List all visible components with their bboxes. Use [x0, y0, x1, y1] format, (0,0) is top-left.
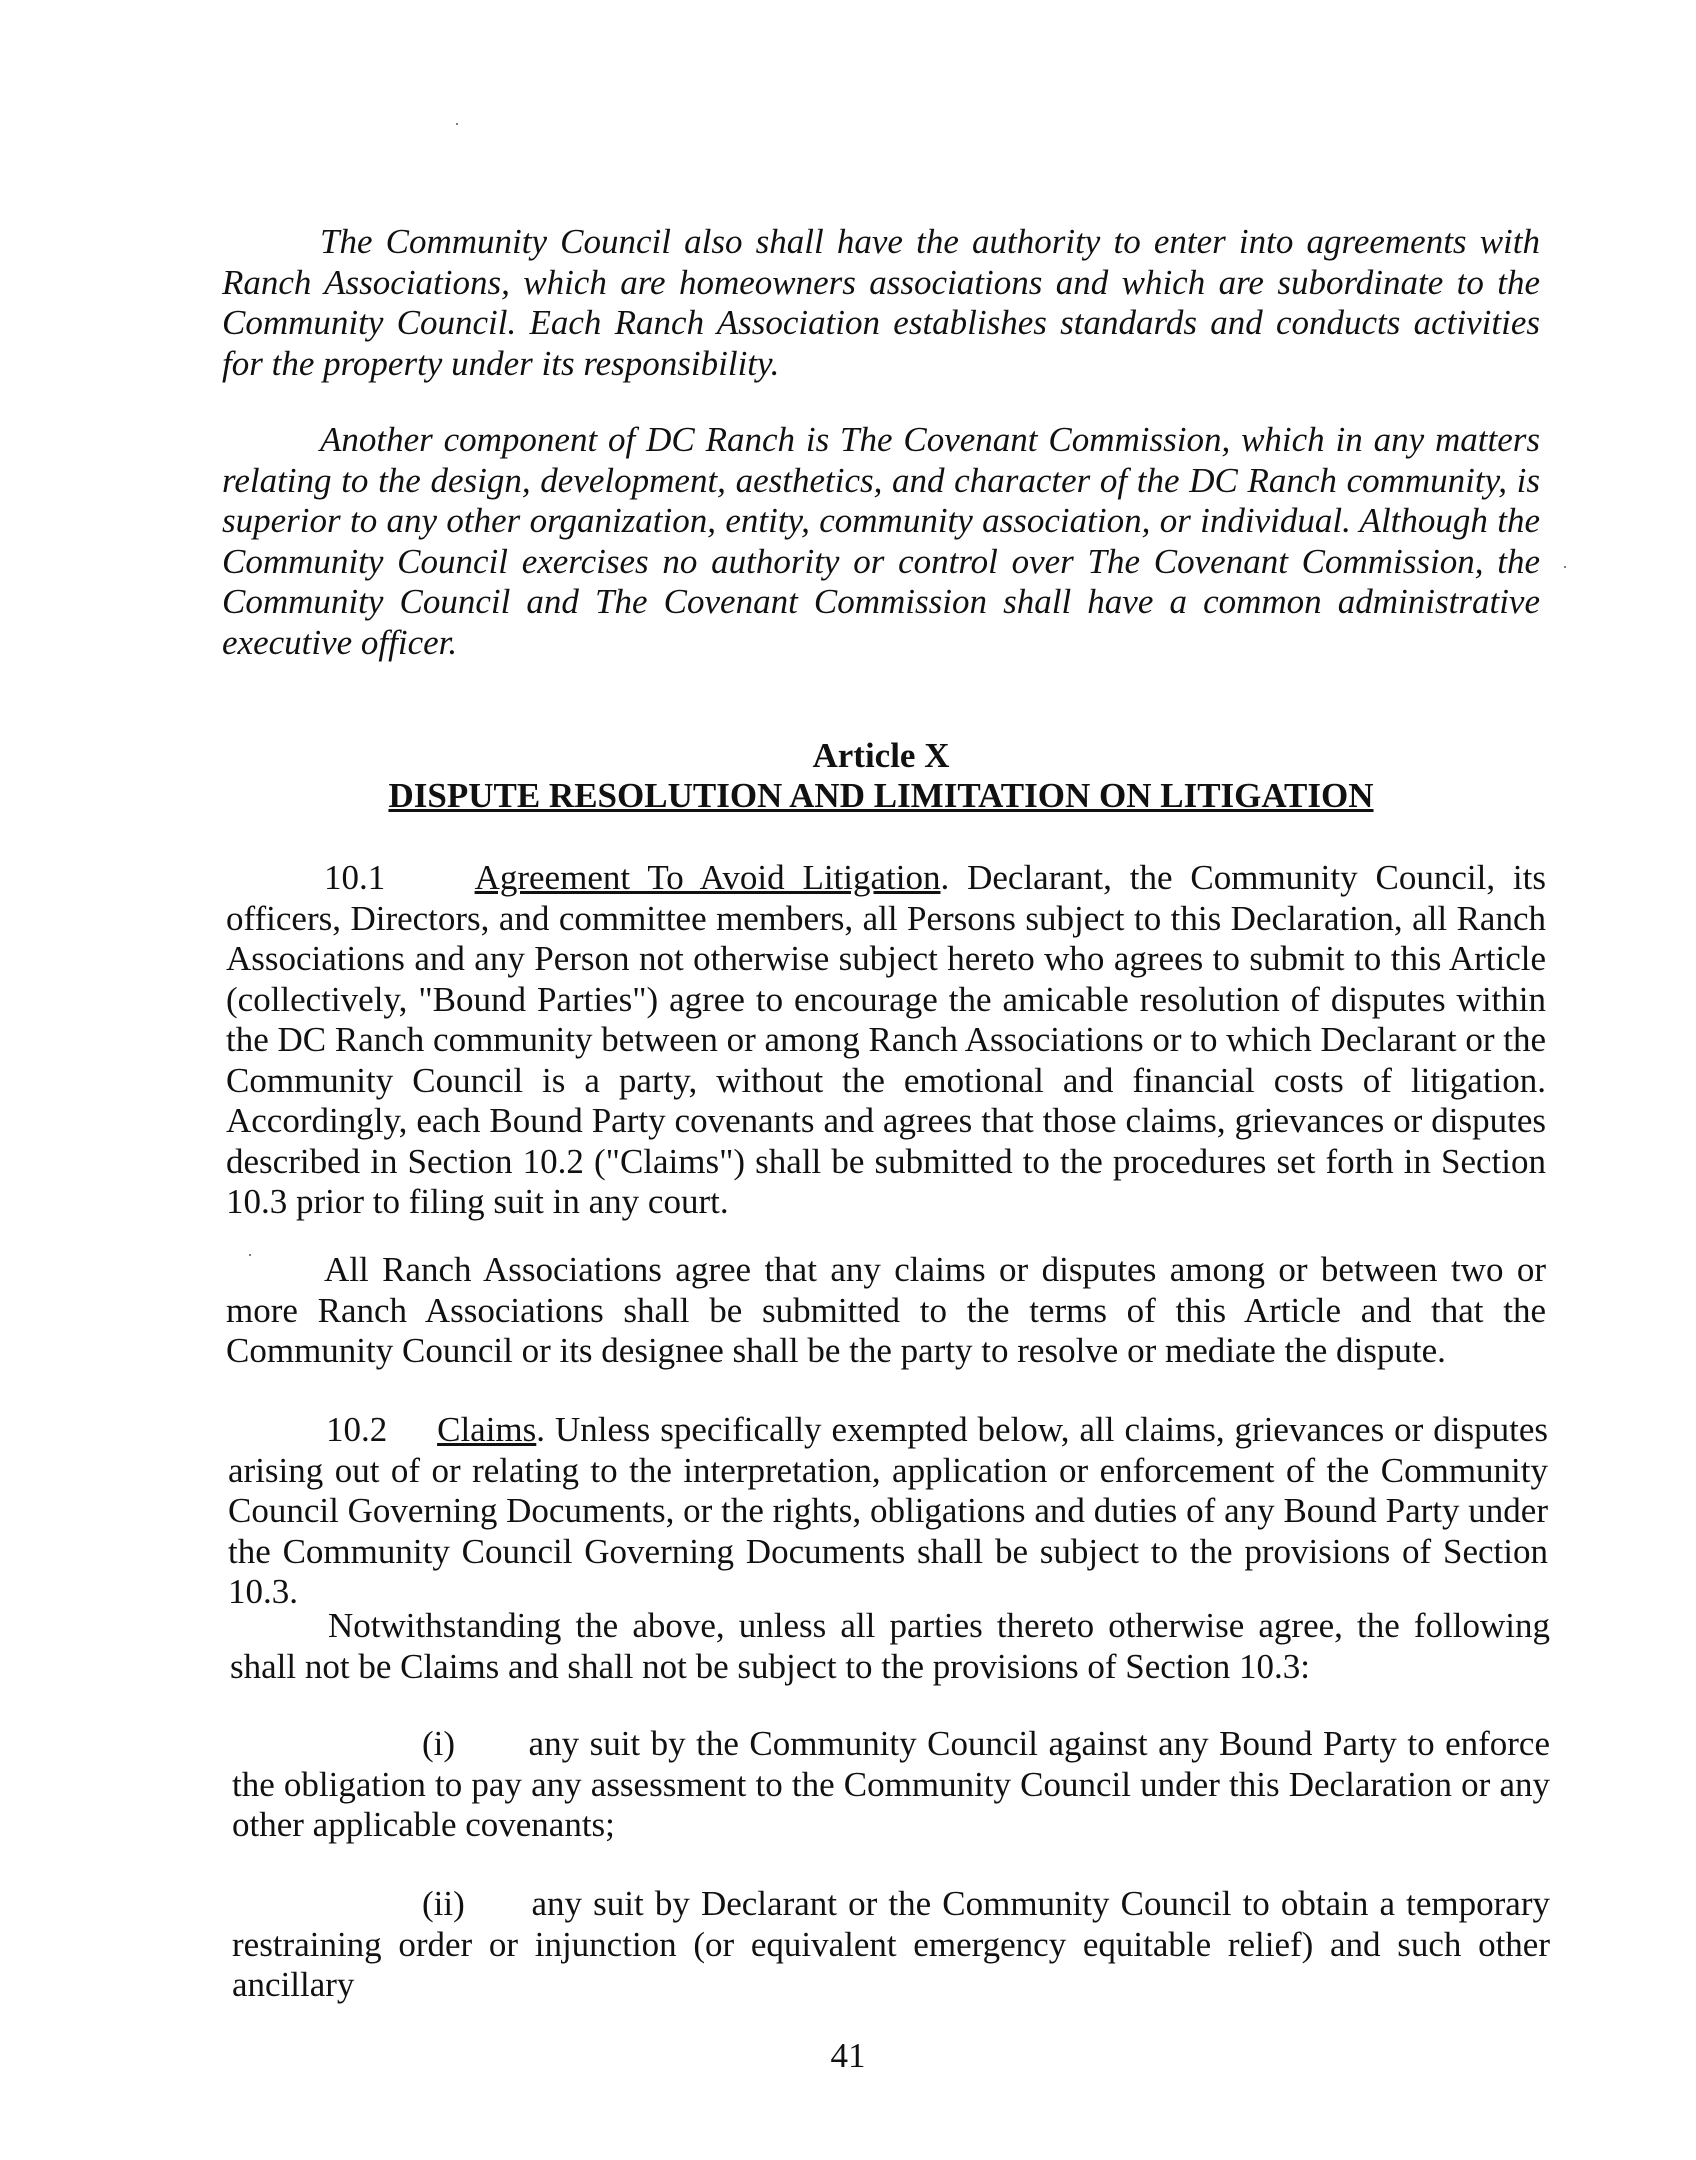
- section-10-1-paragraph: [226, 858, 1546, 1223]
- section-10-2-body: . Unless specifically exempted below, all claims, grievances or disputes arising out of or relating to the interpretation, application or enforcement of the Community Council Governing Documents, or the rights, obligations and duties of any Bound Party under the Community Council Governing Documents shall be subject to the provisions of Section 10.3.: [228, 1410, 1549, 1611]
- exemption-item-ii: [232, 1884, 1550, 2006]
- article-number: Article X: [812, 736, 950, 775]
- section-10-2-number: 10.2: [326, 1410, 388, 1449]
- exemption-item-i-text: any suit by the Community Council against any Bound Party to enforce the obligation to pay any assessment to the Community Council under this Declaration or any other applicable covenants;: [232, 1724, 1551, 1844]
- scan-speck: [456, 123, 458, 125]
- ranch-associations-paragraph: All Ranch Associations agree that any claims or disputes among or between two or more Ranch Associations shall be submitted to the terms of this Article and that the Community Council or its designee shall be the party to resolve or mediate the dispute.: [226, 1250, 1546, 1370]
- exemption-item-i: [232, 1724, 1550, 1846]
- section-10-1-body: . Declarant, the Community Council, its officers, Directors, and committee members, all Persons subject to this Declaration, all Ranch Associations and any Person not otherwise subject hereto who agrees to submit to this Article (collectively, "Bound Parties") agree to encourage the amicable resolution of disputes within the DC Ranch community between or among Ranch Associations or to which Declarant or the Community Council is a party, without the emotional and financial costs of litigation. Accordingly, each Bound Party covenants and agrees that those claims, grievances or disputes described in Section 10.2 ("Claims") shall be submitted to the procedures set forth in Section 10.3 prior to filing suit in any court.: [226, 858, 1547, 1221]
- exemption-item-ii-marker: (ii): [422, 1884, 465, 1923]
- section-10-2-paragraph: [228, 1410, 1548, 1613]
- scan-speck: [1564, 566, 1566, 568]
- notwithstanding-paragraph: Notwithstanding the above, unless all parties thereto otherwise agree, the following shall not be Claims and shall not be subject to the provisions of Section 10.3:: [230, 1606, 1550, 1686]
- intro-paragraph-council-agreements: The Community Council also shall have the authority to enter into agreements with Ranch Associations, which are homeowners associations and which are subordinate to the Community Council. Each Ranch Association establishes standards and conducts activities for the property under its responsibility.: [222, 222, 1540, 383]
- exemption-item-ii-text: any suit by Declarant or the Community Council to obtain a temporary restraining order or injunction (or equivalent emergency equitable relief) and such other ancillary: [232, 1884, 1550, 2004]
- exemption-item-i-marker: (i): [422, 1724, 456, 1763]
- article-title: DISPUTE RESOLUTION AND LIMITATION ON LITIGATION: [388, 776, 1374, 815]
- page-number: 41: [830, 2036, 866, 2075]
- section-10-1-number: 10.1: [324, 858, 386, 897]
- section-10-1-title: Agreement To Avoid Litigation: [474, 858, 941, 897]
- section-10-2-title: Claims: [437, 1410, 537, 1449]
- intro-paragraph-covenant-commission: Another component of DC Ranch is The Covenant Commission, which in any matters relating to the design, development, aesthetics, and character of the DC Ranch community, is superior to any other organization, entity, community association, or individual. Although the Community Council exercises no authority or control over The Covenant Commission, the Community Council and The Covenant Commission shall have a common administrative executive officer.: [222, 420, 1540, 662]
